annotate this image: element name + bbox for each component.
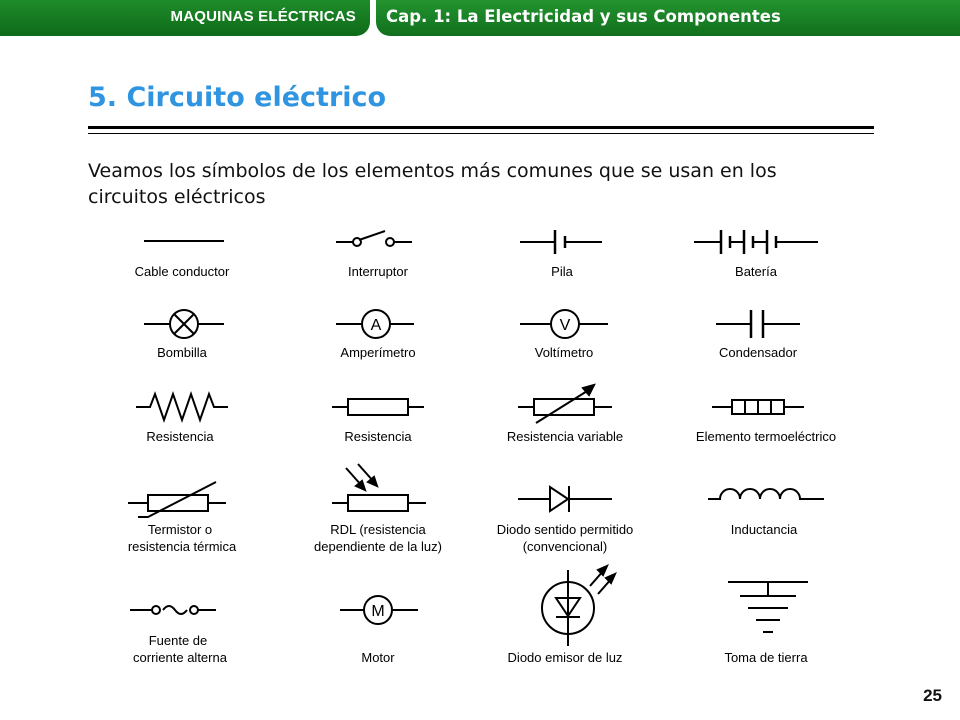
symbol-toma-tierra (724, 582, 808, 665)
amperimetro-glyph: A (370, 317, 382, 334)
title-underline-thin (88, 133, 874, 134)
symbol-cable-conductor (135, 241, 230, 279)
label-condensador: Condensador (718, 345, 798, 360)
label-fuente-2: corriente alterna (133, 650, 227, 665)
label-amperimetro: Amperímetro (340, 345, 416, 360)
symbol-condensador (716, 310, 800, 360)
label-diodo-1: Diodo sentido permitido (496, 522, 634, 537)
label-resistencia2: Resistencia (344, 429, 412, 444)
symbol-motor (340, 596, 418, 665)
label-motor: Motor (361, 650, 395, 665)
label-resistencia1: Resistencia (146, 429, 214, 444)
symbol-fuente-alterna (130, 606, 228, 665)
symbol-bombilla (144, 310, 224, 360)
label-termoelectrico: Elemento termoeléctrico (695, 429, 837, 444)
symbol-interruptor (336, 231, 412, 279)
label-inductancia: Inductancia (730, 522, 798, 537)
header-bar (0, 0, 960, 36)
course-label: MAQUINAS ELÉCTRICAS (170, 8, 356, 25)
symbols-figure (96, 224, 862, 670)
symbol-elemento-termoelectrico (696, 400, 836, 444)
label-rdl-1: RDL (resistencia (330, 522, 426, 537)
label-tierra: Toma de tierra (724, 650, 808, 665)
course-tab (0, 0, 370, 36)
label-diodo-2: (convencional) (522, 539, 608, 554)
label-termistor-1: Termistor o (147, 522, 213, 537)
symbol-rdl (314, 464, 442, 554)
label-interruptor: Interruptor (348, 264, 408, 279)
label-res-variable: Resistencia variable (506, 429, 624, 444)
label-cable: Cable conductor (134, 264, 230, 279)
chapter-label: Cap. 1: La Electricidad y sus Componentes (386, 7, 781, 26)
label-bombilla: Bombilla (157, 345, 207, 360)
symbol-diodo (497, 486, 634, 554)
motor-glyph: M (371, 603, 385, 620)
symbol-resistencia-box (332, 399, 424, 444)
page-number: 25 (923, 686, 942, 705)
symbol-amperimetro (336, 310, 416, 360)
label-voltimetro: Voltímetro (534, 345, 594, 360)
page-title: 5. Circuito eléctrico (88, 82, 387, 113)
label-termistor-2: resistencia térmica (127, 539, 237, 554)
intro-paragraph: Veamos los símbolos de los elementos más comunes que se usan en los circuitos eléctricos (88, 160, 777, 208)
symbol-led (508, 566, 623, 665)
label-rdl-2: dependiente de la luz) (314, 539, 442, 554)
label-fuente-1: Fuente de (148, 633, 208, 648)
symbol-resistencia-zigzag (136, 394, 228, 444)
label-bateria: Batería (735, 264, 777, 279)
symbol-bateria (694, 230, 818, 279)
symbol-inductancia (708, 489, 824, 537)
title-underline-thick (88, 126, 874, 129)
label-pila: Pila (551, 264, 573, 279)
label-led: Diodo emisor de luz (507, 650, 623, 665)
symbol-voltimetro (520, 310, 608, 360)
voltimetro-glyph: V (559, 317, 571, 334)
symbol-resistencia-variable (507, 385, 623, 444)
symbol-pila (520, 230, 602, 279)
symbol-termistor (128, 482, 237, 554)
chapter-tab (376, 0, 960, 36)
